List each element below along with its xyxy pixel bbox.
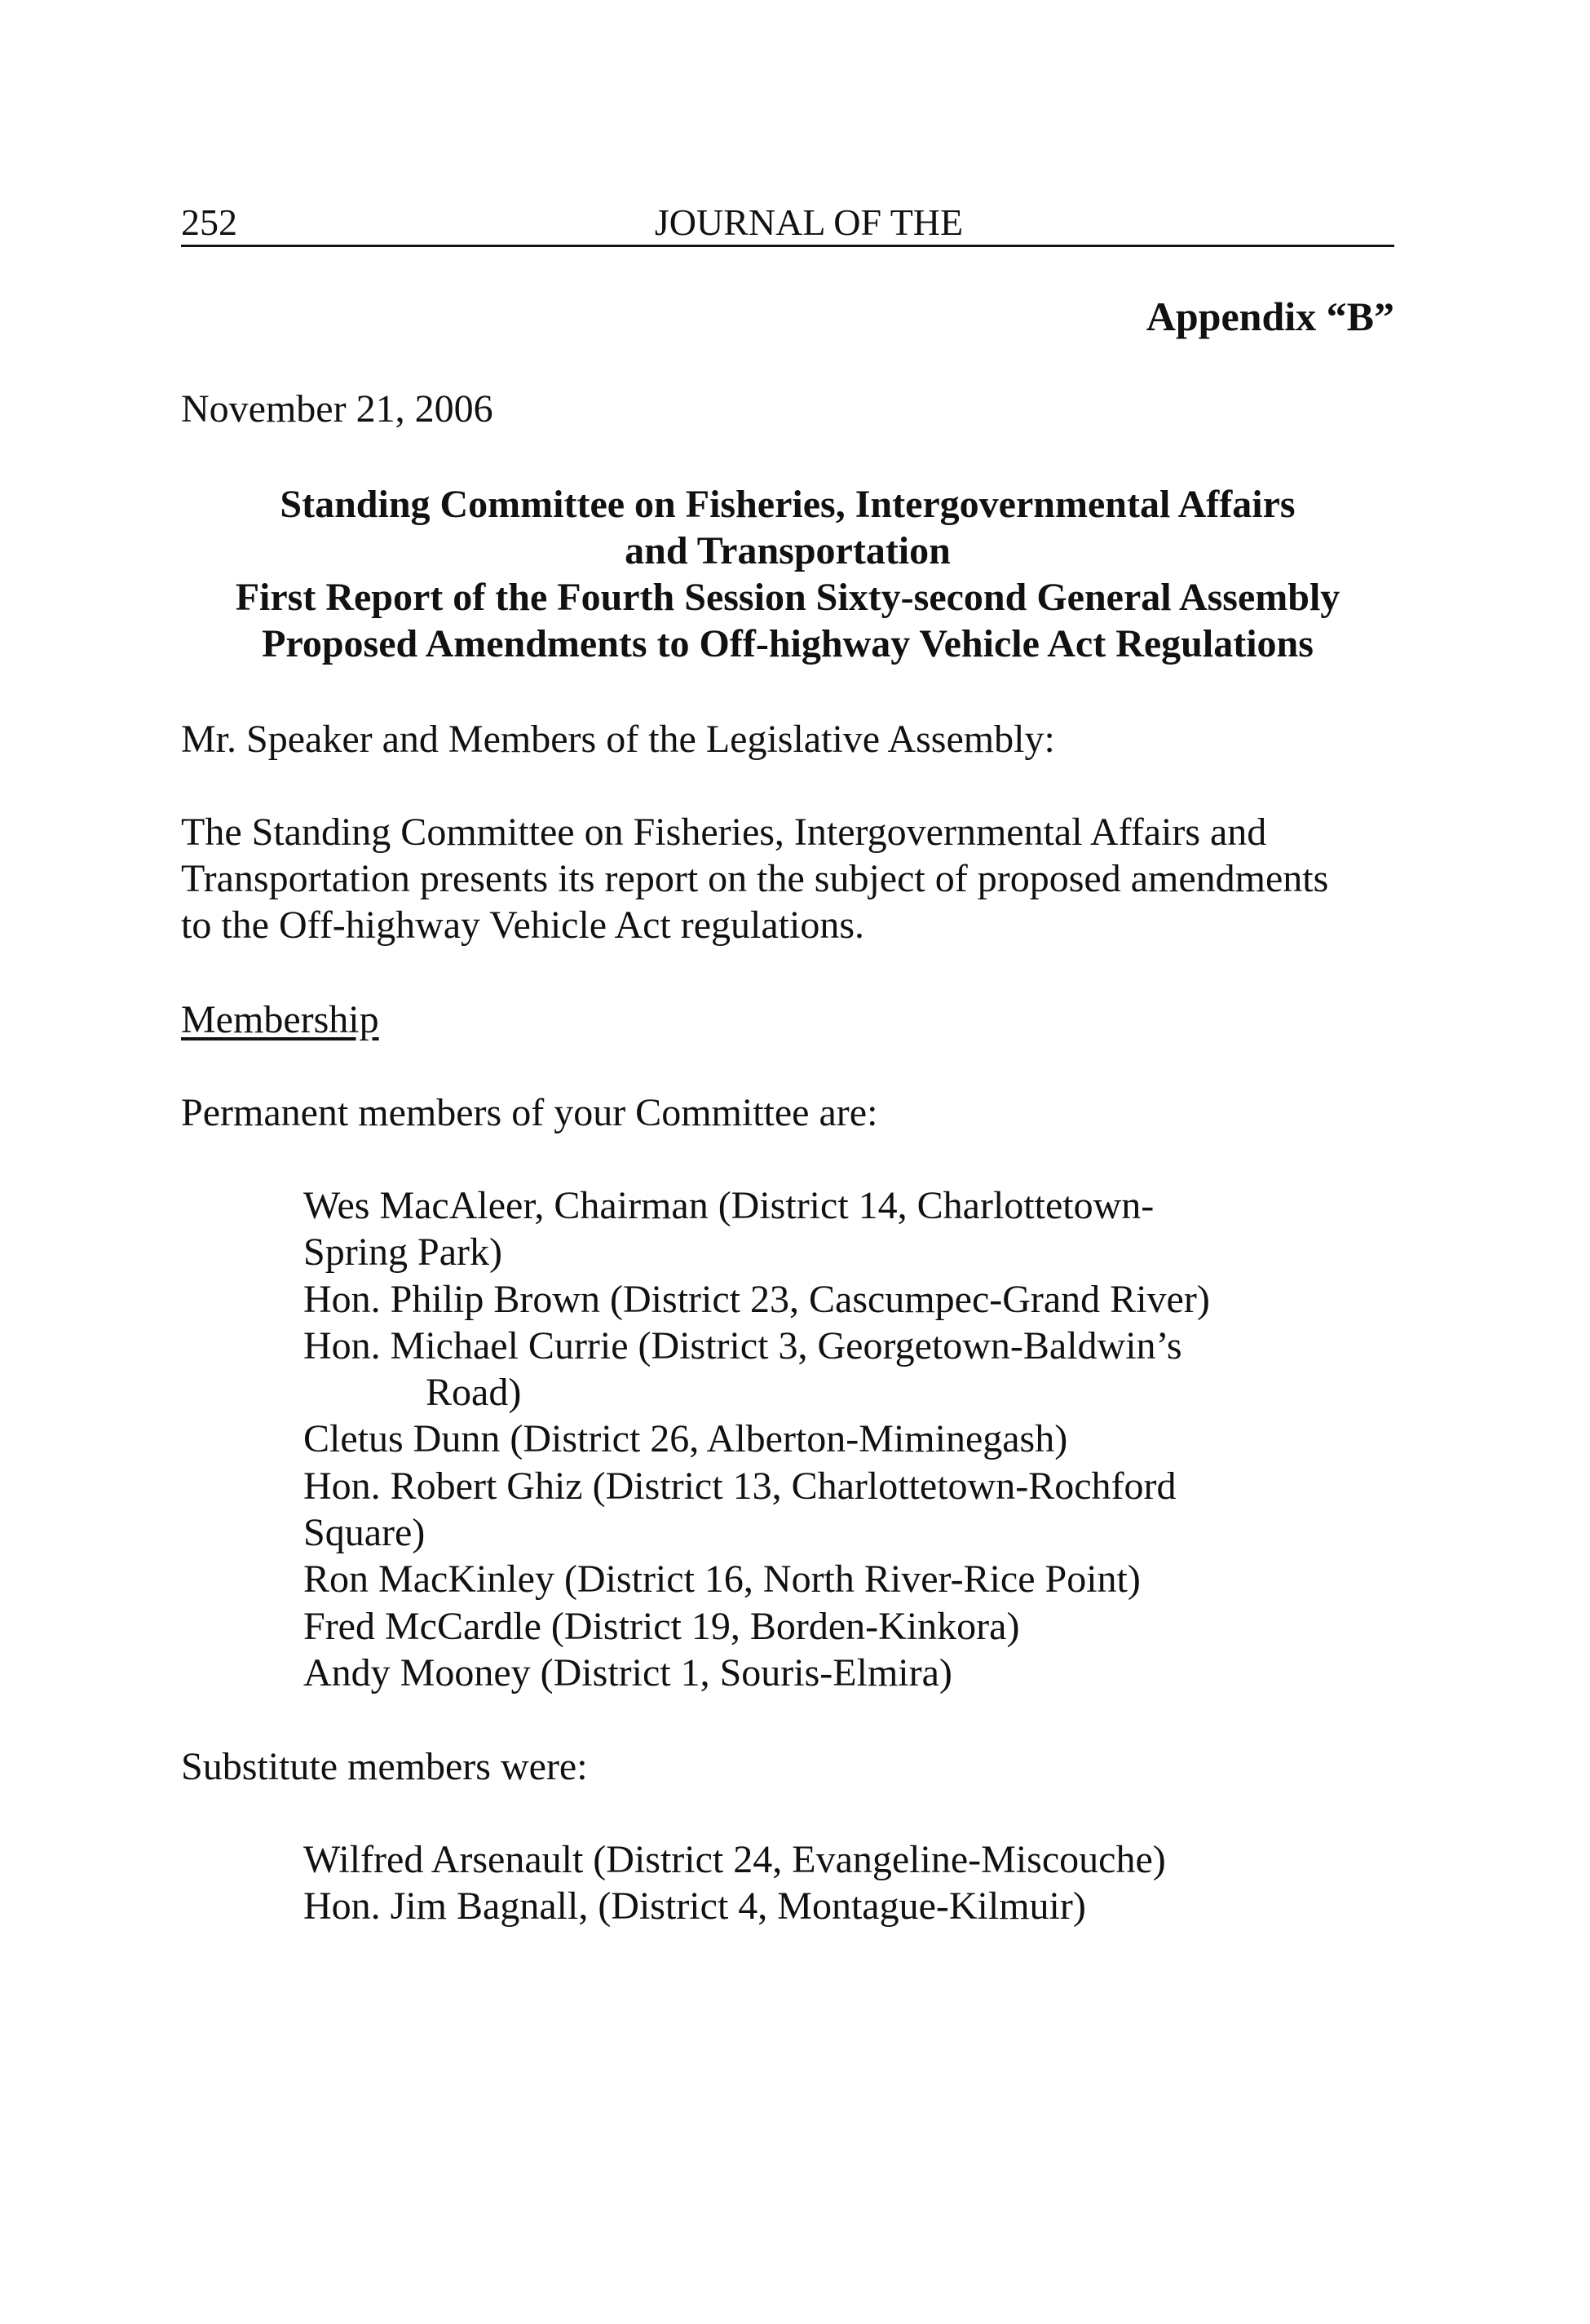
page-number: 252 (181, 201, 237, 243)
member-line: Hon. Philip Brown (District 23, Cascumpec-Grand River) (303, 1277, 1210, 1321)
report-date: November 21, 2006 (181, 387, 493, 431)
member-line: Ron MacKinley (District 16, North River-Rice Point) (303, 1557, 1141, 1602)
member-line: Spring Park) (303, 1230, 502, 1275)
member-line: Andy Mooney (District 1, Souris-Elmira) (303, 1650, 952, 1694)
intro-paragraph (181, 809, 1404, 948)
permanent-member-list (303, 1182, 1396, 1696)
member-line: Hon. Jim Bagnall, (District 4, Montague-Kilmuir) (303, 1884, 1086, 1929)
member-line: Fred McCardle (District 19, Borden-Kinkora) (303, 1604, 1020, 1648)
report-title-line: First Report of the Fourth Session Sixty-second General Assembly (235, 576, 1340, 619)
substitute-member-list (303, 1836, 1396, 1930)
intro-line: to the Off-highway Vehicle Act regulations. (181, 904, 865, 947)
member-line: Square) (303, 1511, 426, 1555)
running-title: JOURNAL OF THE (654, 201, 964, 243)
member-line: Wes MacAleer, Chairman (District 14, Charlottetown- (303, 1184, 1155, 1227)
intro-line: Transportation presents its report on the subject of proposed amendments (181, 857, 1329, 900)
permanent-members-intro: Permanent members of your Committee are: (181, 1091, 878, 1134)
membership-heading: Membership (181, 998, 379, 1041)
member-line: Hon. Robert Ghiz (District 13, Charlottetown-Rochford (303, 1464, 1177, 1508)
report-title (181, 481, 1394, 667)
intro-line: The Standing Committee on Fisheries, Intergovernmental Affairs and (181, 811, 1267, 854)
member-line: Cletus Dunn (District 26, Alberton-Miminegash) (303, 1417, 1068, 1461)
salutation: Mr. Speaker and Members of the Legislative Assembly: (181, 718, 1055, 761)
report-title-line: and Transportation (625, 529, 951, 572)
member-line: Wilfred Arsenault (District 24, Evangeline-Miscouche) (303, 1838, 1166, 1881)
member-line: Road) (426, 1371, 522, 1415)
member-line: Hon. Michael Currie (District 3, Georgetown-Baldwin’s (303, 1323, 1182, 1367)
report-title-line: Standing Committee on Fisheries, Intergovernmental Affairs (280, 483, 1296, 526)
appendix-label: Appendix “B” (1146, 294, 1394, 339)
page-header (181, 196, 1394, 247)
substitute-members-intro: Substitute members were: (181, 1745, 588, 1788)
report-title-line: Proposed Amendments to Off-highway Vehicle Act Regulations (262, 622, 1314, 665)
